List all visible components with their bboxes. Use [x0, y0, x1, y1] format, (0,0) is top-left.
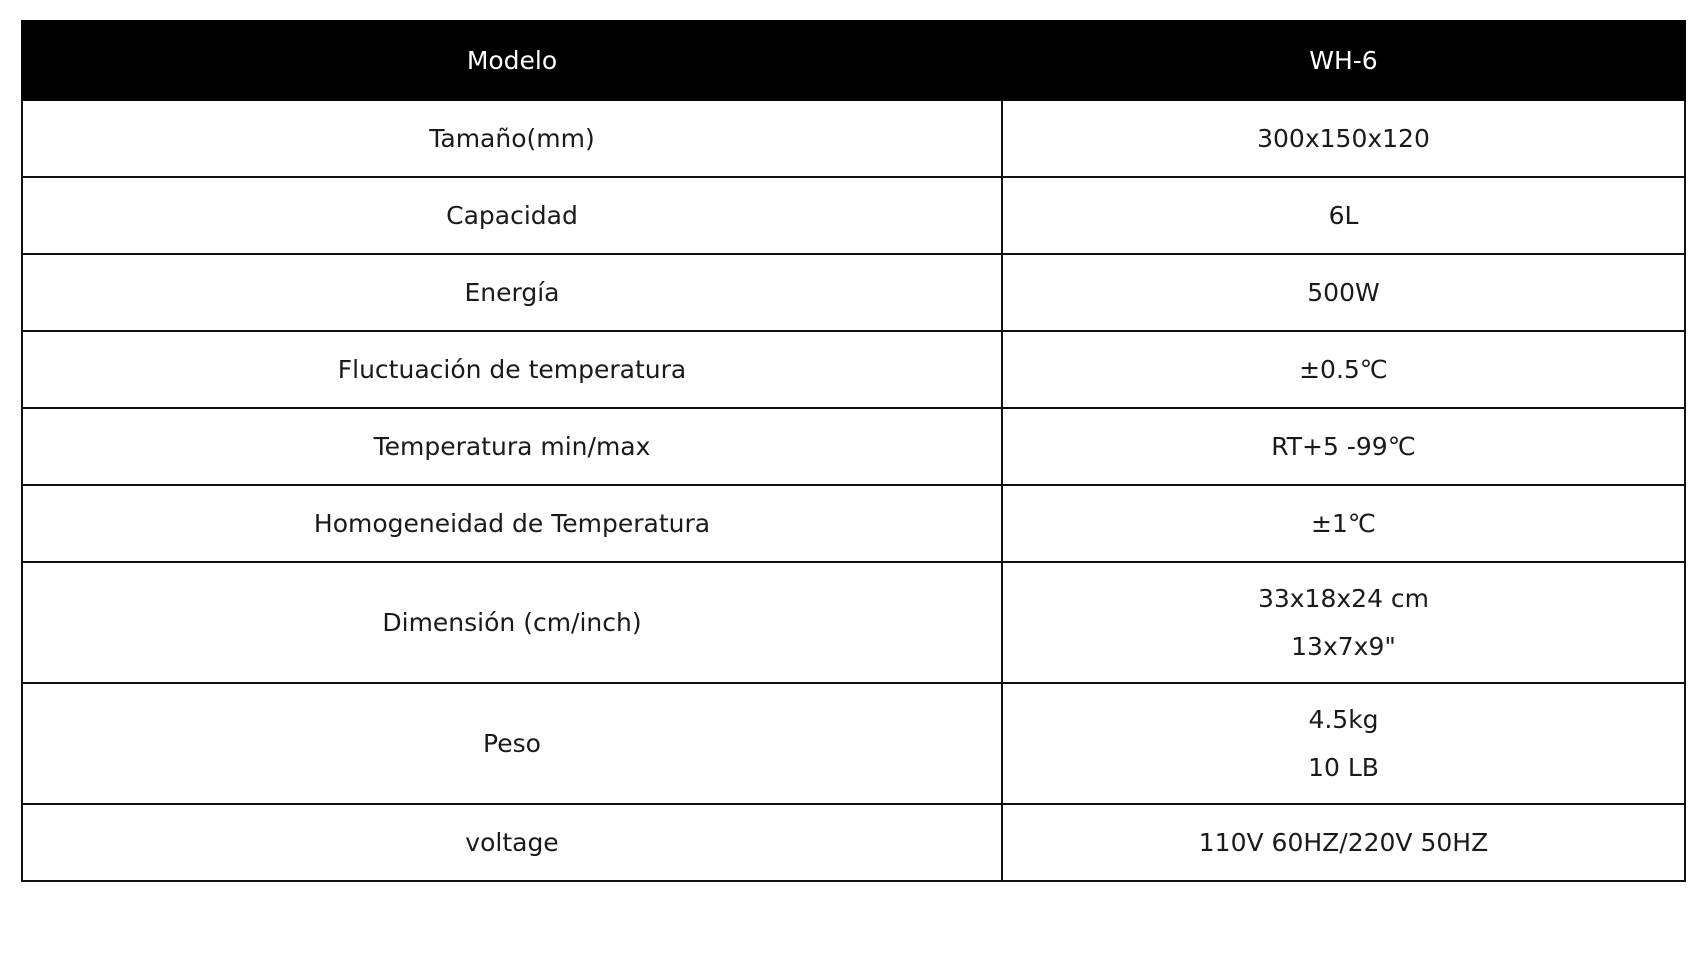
table-row: [22, 254, 1685, 331]
row-value: ±0.5℃: [1002, 331, 1685, 408]
row-value: 110V 60HZ/220V 50HZ: [1002, 804, 1685, 881]
table-row: [22, 683, 1685, 804]
row-label: Homogeneidad de Temperatura: [22, 485, 1002, 562]
table-row: [22, 804, 1685, 881]
row-label: Dimensión (cm/inch): [22, 562, 1002, 683]
row-value-line: 10 LB: [1308, 752, 1379, 782]
row-value: 6L: [1002, 177, 1685, 254]
table-row: [22, 177, 1685, 254]
table-row: [22, 562, 1685, 683]
row-label: Capacidad: [22, 177, 1002, 254]
row-label: Fluctuación de temperatura: [22, 331, 1002, 408]
table-header-row: [22, 21, 1685, 100]
row-value-line: 33x18x24 cm: [1257, 583, 1430, 613]
header-label-cell: Modelo: [22, 21, 1002, 100]
row-label: Tamaño(mm): [22, 100, 1002, 177]
row-label: Peso: [22, 683, 1002, 804]
table-row: [22, 100, 1685, 177]
row-value-line: 4.5kg: [1308, 704, 1379, 734]
table-row: [22, 331, 1685, 408]
row-value-line: 13x7x9": [1291, 631, 1396, 661]
table-row: [22, 485, 1685, 562]
row-value: [1002, 562, 1685, 683]
row-label: voltage: [22, 804, 1002, 881]
row-value: 300x150x120: [1002, 100, 1685, 177]
spec-table: [21, 20, 1686, 882]
row-value: ±1℃: [1002, 485, 1685, 562]
row-value: 500W: [1002, 254, 1685, 331]
row-label: Energía: [22, 254, 1002, 331]
row-value: RT+5 -99℃: [1002, 408, 1685, 485]
header-value-cell: WH-6: [1002, 21, 1685, 100]
row-value: [1002, 683, 1685, 804]
row-label: Temperatura min/max: [22, 408, 1002, 485]
table-row: [22, 408, 1685, 485]
